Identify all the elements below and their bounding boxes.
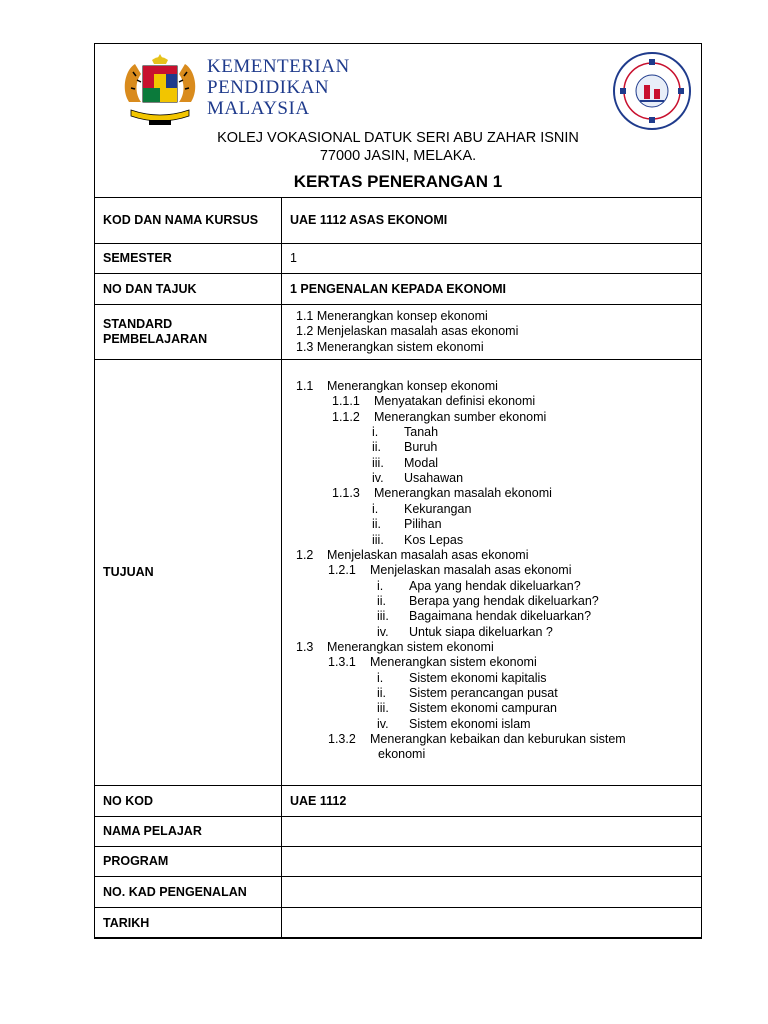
tujuan-item-number: i. [377,578,384,593]
program-label: PROGRAM [95,847,282,877]
nama-pelajar-label: NAMA PELAJAR [95,817,282,847]
tujuan-item-number: ii. [372,517,382,532]
kolej-vokasional-seal-icon [612,51,692,131]
standard-item: 1.3 Menerangkan sistem ekonomi [296,339,484,354]
tujuan-item-number: iii. [377,609,389,624]
tujuan-list [282,361,701,784]
ministry-line-1: KEMENTERIAN [207,56,350,77]
tujuan-item-number: 1.3 [296,639,314,654]
tujuan-item-number: iv. [372,471,384,486]
tujuan-item-text: Menerangkan masalah ekonomi [374,486,552,501]
tujuan-item-number: 1.3.2 [328,732,356,747]
table-row [95,908,702,939]
kod-value: UAE 1112 [282,786,702,817]
tujuan-item-number: 1.1.1 [332,394,360,409]
tujuan-item-number: 1.1 [296,379,314,393]
tujuan-item-text: Berapa yang hendak dikeluarkan? [409,593,599,608]
college-address: 77000 JASIN, MELAKA. [319,148,477,164]
document-header [95,44,701,198]
tujuan-item-number: ii. [377,686,387,700]
semester-label: SEMESTER [95,244,282,274]
tujuan-item-number: i. [372,425,379,440]
tujuan-item-number: 1.2.1 [328,563,356,578]
semester-value: 1 [282,244,702,274]
tujuan-label: TUJUAN [95,360,282,786]
tujuan-item-text: Apa yang hendak dikeluarkan? [409,578,581,593]
table-row [95,274,702,305]
tujuan-item-number: 1.2 [296,547,314,562]
tujuan-item-text: ekonomi [378,747,426,762]
tujuan-item-text: Menerangkan sumber ekonomi [374,409,547,424]
malaysia-coat-of-arms-icon [119,52,201,130]
tujuan-item-text: Menerangkan kebaikan dan keburukan sistem [370,732,626,747]
standard-item: 1.1 Menerangkan konsep ekonomi [296,308,488,323]
ministry-line-3: MALAYSIA [207,98,310,119]
tujuan-item-text: Sistem ekonomi campuran [409,701,557,716]
ministry-line-2: PENDIDIKAN [207,77,330,98]
tujuan-item-text: Untuk siapa dikeluarkan ? [409,624,553,639]
tujuan-item-text: Menerangkan sistem ekonomi [327,639,494,654]
tujuan-item-text: Buruh [404,440,438,455]
standard-list [282,305,702,360]
tujuan-item-text: Modal [404,455,439,470]
table-row [95,786,702,817]
tujuan-cell [282,360,702,786]
tujuan-item-number: iv. [377,624,389,639]
tarikh-field[interactable] [282,908,702,939]
kursus-value: UAE 1112 ASAS EKONOMI [282,198,702,244]
tujuan-item-number: 1.1.3 [332,486,360,501]
table-row [95,198,702,244]
kursus-label: KOD DAN NAMA KURSUS [95,198,282,244]
tujuan-item-number: i. [377,670,384,685]
tujuan-item-text: Sistem perancangan pusat [409,686,558,700]
tujuan-item-text: Menjelaskan masalah asas ekonomi [327,547,529,562]
tujuan-item-number: 1.1.2 [332,409,360,424]
tujuan-item-number: iii. [377,701,389,716]
tujuan-item-number: ii. [377,593,387,608]
ic-field[interactable] [282,877,702,908]
table-row [95,847,702,877]
standard-label: STANDARD PEMBELAJARAN [95,305,282,360]
tujuan-item-text: Bagaimana hendak dikeluarkan? [409,609,592,624]
tujuan-item-text: Menjelaskan masalah asas ekonomi [370,563,572,578]
program-field[interactable] [282,847,702,877]
tujuan-item-text: Menerangkan konsep ekonomi [327,379,498,393]
tujuan-item-text: Sistem ekonomi islam [409,716,531,731]
tujuan-item-text: Sistem ekonomi kapitalis [409,670,547,685]
ministry-name [207,56,350,119]
nama-pelajar-field[interactable] [282,817,702,847]
tujuan-item-number: iii. [372,455,384,470]
tujuan-item-text: Pilihan [404,517,442,532]
tarikh-label: TARIKH [95,908,282,939]
table-row [95,817,702,847]
tujuan-item-text: Kekurangan [404,501,472,516]
tajuk-label: NO DAN TAJUK [95,274,282,305]
document-title: KERTAS PENERANGAN 1 [293,172,503,191]
standard-item: 1.2 Menjelaskan masalah asas ekonomi [296,324,519,339]
tujuan-item-text: Usahawan [404,471,464,486]
table-row [95,877,702,908]
tajuk-value: 1 PENGENALAN KEPADA EKONOMI [282,274,702,305]
tujuan-item-number: 1.3.1 [328,655,356,670]
tujuan-item-number: i. [372,501,379,516]
table-row [95,360,702,786]
ic-label: NO. KAD PENGENALAN [95,877,282,908]
table-row [95,305,702,360]
college-name: KOLEJ VOKASIONAL DATUK SERI ABU ZAHAR ISNIN [217,130,579,146]
info-table [94,197,702,939]
tujuan-item-text: Menyatakan definisi ekonomi [374,394,536,409]
table-row [95,244,702,274]
tujuan-item-text: Tanah [404,425,439,440]
kod-label: NO KOD [95,786,282,817]
tujuan-item-text: Menerangkan sistem ekonomi [370,655,537,670]
tujuan-item-text: Kos Lepas [404,532,464,547]
tujuan-item-number: iv. [377,716,389,731]
tujuan-item-number: iii. [372,532,384,547]
tujuan-item-number: ii. [372,440,382,455]
